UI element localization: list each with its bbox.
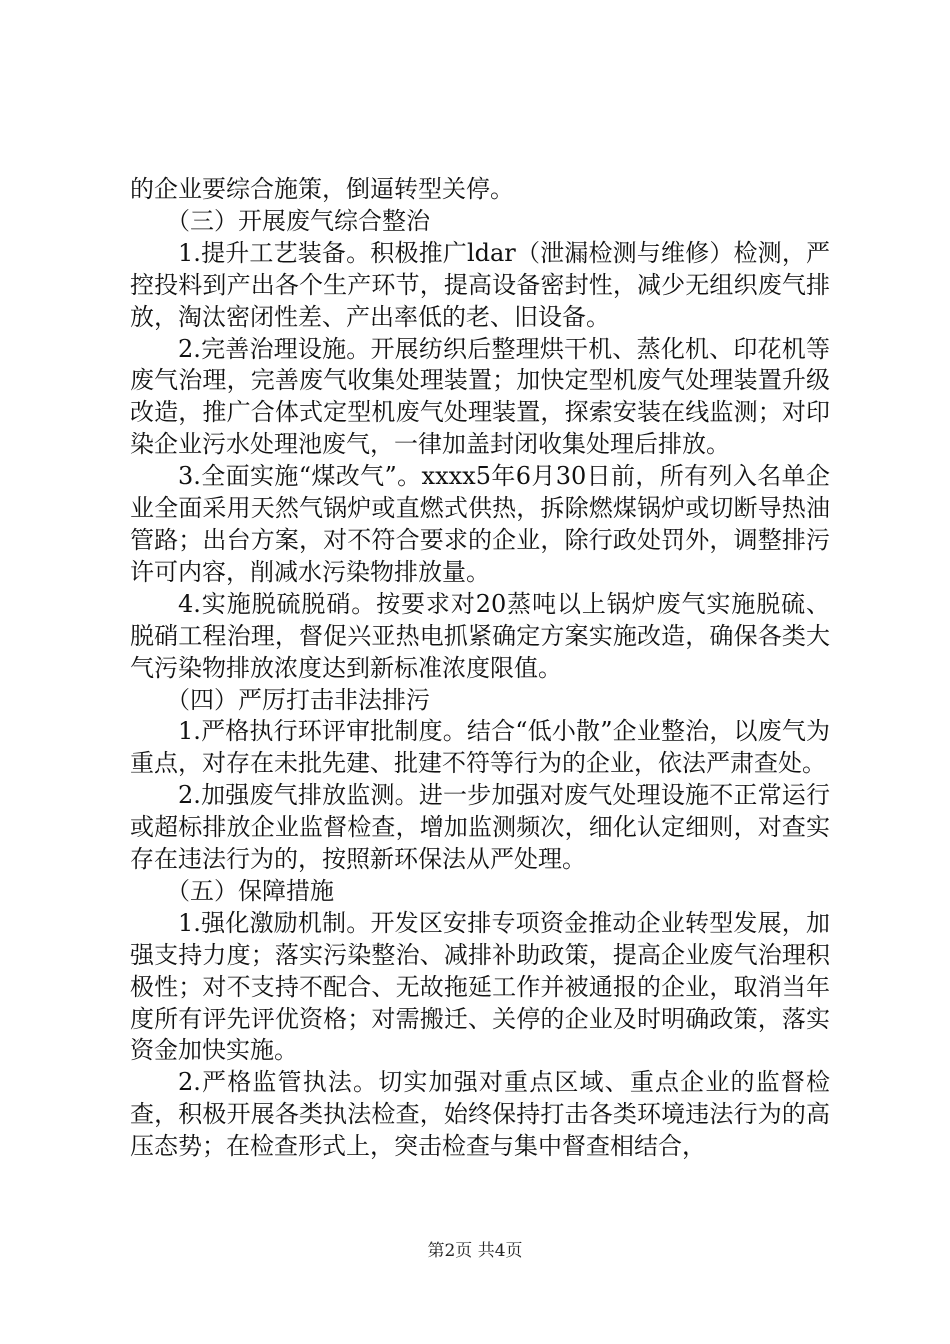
paragraph-4-1: 1.严格执行环评审批制度。结合“低小散”企业整治，以废气为重点，对存在未批先建、批建不符等行为的企业，依法严肃查处。 [130,717,830,778]
page-footer: 第2页 共4页 [427,1241,523,1261]
paragraph-3-3: 3.全面实施“煤改气”。xxxx5年6月30日前，所有列入名单企业全面采用天然气锅炉或直燃式供热，拆除燃煤锅炉或切断导热油管路；出台方案，对不符合要求的企业，除行政处罚外，调整排污许可内容，削减水污染物排放量。 [130,462,830,586]
paragraph-4-2: 2.加强废气排放监测。进一步加强对废气处理设施不正常运行或超标排放企业监督检查，增加监测频次，细化认定细则，对查实存在违法行为的，按照新环保法从严处理。 [130,781,830,874]
paragraph-3-1: 1.提升工艺装备。积极推广ldar（泄漏检测与维修）检测，严控投料到产出各个生产环节，提高设备密封性，减少无组织废气排放，淘汰密闭性差、产出率低的老、旧设备。 [130,238,830,331]
paragraph-3-2: 2.完善治理设施。开展纺织后整理烘干机、蒸化机、印花机等废气治理，完善废气收集处理装置；加快定型机废气处理装置升级改造，推广合体式定型机废气处理装置，探索安装在线监测；对印染企业污水处理池废气，一律加盖封闭收集处理后排放。 [130,334,830,459]
paragraph-5-2: 2.严格监管执法。切实加强对重点区域、重点企业的监督检查，积极开展各类执法检查，始终保持打击各类环境违法行为的高压态势；在检查形式上，突击检查与集中督查相结合， [130,1068,830,1161]
section-heading-3: （三）开展废气综合整治 [166,206,430,235]
section-heading-5: （五）保障措施 [166,876,334,905]
paragraph-3-4: 4.实施脱硫脱硝。按要求对20蒸吨以上锅炉废气实施脱硫、脱硝工程治理，督促兴亚热电抓紧确定方案实施改造，确保各类大气污染物排放浓度达到新标准浓度限值。 [130,589,830,682]
section-heading-4: （四）严厉打击非法排污 [166,685,430,714]
paragraph-continuation: 的企业要综合施策，倒逼转型关停。 [130,175,514,203]
paragraph-5-1: 1.强化激励机制。开发区安排专项资金推动企业转型发展，加强支持力度；落实污染整治、减排补助政策，提高企业废气治理积极性；对不支持不配合、无故拖延工作并被通报的企业，取消当年度所有评先评优资格；对需搬迁、关停的企业及时明确政策，落实资金加快实施。 [130,908,830,1065]
document-body [130,174,830,1163]
